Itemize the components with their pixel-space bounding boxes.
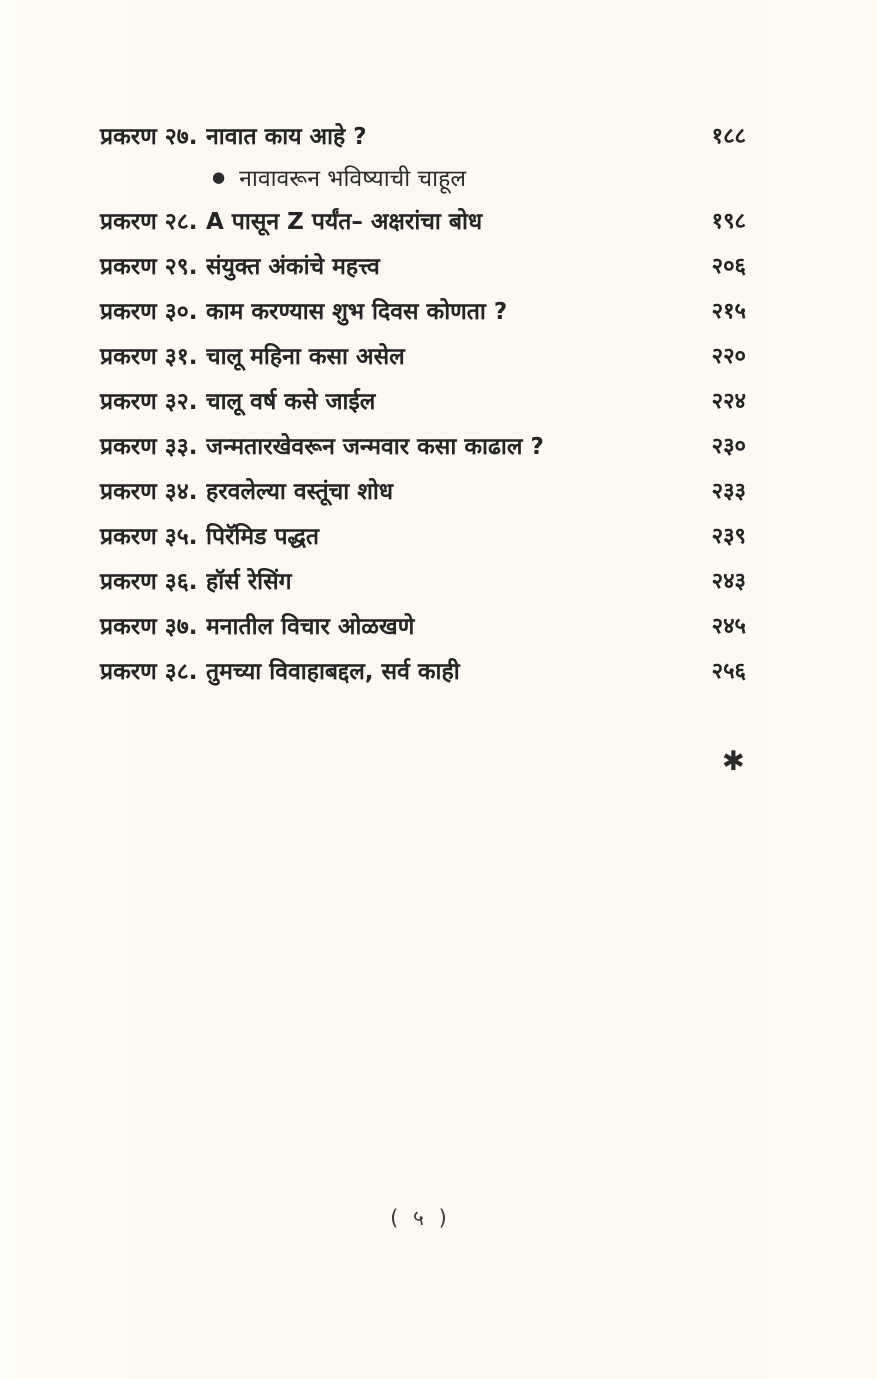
chapter-label: प्रकरण ३८.	[100, 658, 198, 685]
chapter-title: हॉर्स रेसिंग	[206, 568, 292, 595]
toc-subitem	[100, 157, 746, 197]
chapter-page-number: १९८	[711, 208, 746, 234]
toc-row-chapter-33	[100, 422, 746, 467]
chapter-page-number: २४३	[711, 568, 746, 594]
toc-row-chapter-29	[100, 242, 746, 287]
toc-row-chapter-30	[100, 287, 746, 332]
chapter-page-number: २५६	[711, 658, 746, 684]
chapter-title: हरवलेल्या वस्तूंचा शोध	[206, 478, 393, 505]
chapter-label: प्रकरण २९.	[100, 253, 198, 280]
chapter-label: प्रकरण २८.	[100, 208, 198, 235]
chapter-page-number: २३३	[711, 478, 746, 504]
chapter-label: प्रकरण २७.	[100, 123, 198, 150]
chapter-title: तुमच्या विवाहाबद्दल, सर्व काही	[206, 658, 460, 685]
table-of-contents	[100, 112, 746, 692]
chapter-page-number: २२४	[711, 388, 746, 414]
chapter-page-number: २३९	[711, 523, 746, 549]
chapter-title: चालू वर्ष कसे जाईल	[206, 388, 376, 415]
chapter-title: मनातील विचार ओळखणे	[206, 613, 415, 640]
toc-row-chapter-27	[100, 112, 746, 157]
bullet-icon: ●	[212, 167, 226, 186]
chapter-title: पिरॅमिड पद्धत	[206, 523, 320, 550]
chapter-page-number: २४५	[711, 613, 746, 639]
chapter-title: काम करण्यास शुभ दिवस कोणता ?	[206, 298, 508, 325]
toc-row-chapter-38	[100, 647, 746, 692]
chapter-title: जन्मतारखेवरून जन्मवार कसा काढाल ?	[206, 433, 544, 460]
chapter-page-number: २३०	[711, 433, 746, 459]
chapter-label: प्रकरण ३३.	[100, 433, 198, 460]
chapter-label: प्रकरण ३१.	[100, 343, 198, 370]
toc-row-chapter-37	[100, 602, 746, 647]
chapter-page-number: २२०	[711, 343, 746, 369]
chapter-label: प्रकरण ३६.	[100, 568, 198, 595]
chapter-label: प्रकरण ३७.	[100, 613, 198, 640]
toc-row-chapter-34	[100, 467, 746, 512]
chapter-label: प्रकरण ३२.	[100, 388, 198, 415]
toc-row-chapter-28	[100, 197, 746, 242]
chapter-page-number: २०६	[711, 253, 746, 279]
chapter-title: नावात काय आहे ?	[206, 123, 367, 150]
toc-row-chapter-36	[100, 557, 746, 602]
toc-row-chapter-31	[100, 332, 746, 377]
folio-page-number: ( ५ )	[390, 1206, 451, 1230]
chapter-title: चालू महिना कसा असेल	[206, 343, 405, 370]
chapter-label: प्रकरण ३०.	[100, 298, 198, 325]
toc-row-chapter-32	[100, 377, 746, 422]
page-footer	[0, 1204, 859, 1232]
chapter-title: A पासून Z पर्यंत– अक्षरांचा बोध	[206, 208, 483, 235]
chapter-label: प्रकरण ३५.	[100, 523, 198, 550]
chapter-title: संयुक्त अंकांचे महत्त्व	[206, 253, 380, 280]
chapter-page-number: १८८	[711, 123, 746, 149]
chapter-page-number: २१५	[711, 298, 746, 324]
chapter-label: प्रकरण ३४.	[100, 478, 198, 505]
asterisk-separator-icon: ✱	[722, 746, 745, 777]
subitem-label: नावावरून भविष्याची चाहूल	[239, 166, 466, 192]
toc-row-chapter-35	[100, 512, 746, 557]
